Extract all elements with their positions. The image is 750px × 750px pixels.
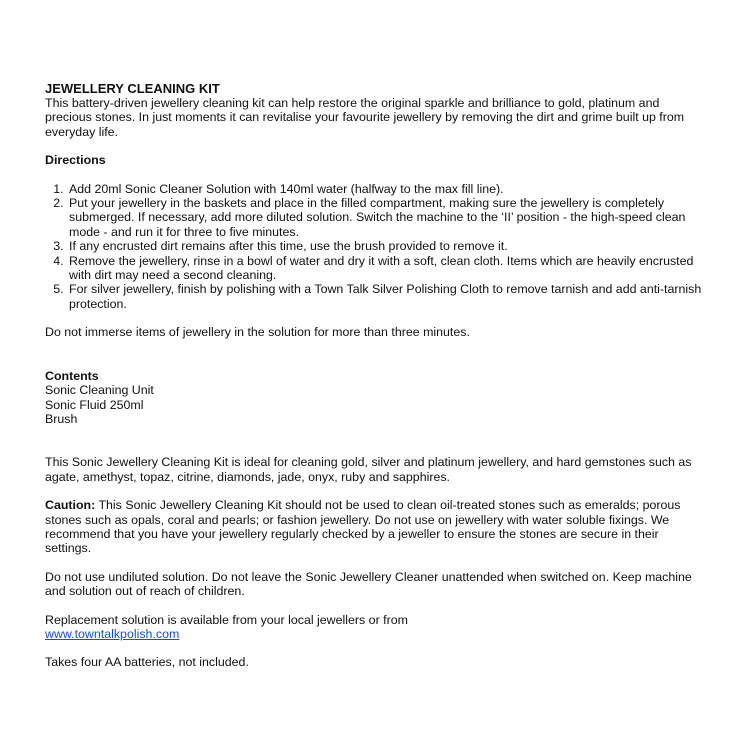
direction-step: 4. Remove the jewellery, rinse in a bowl of water and dry it with a soft, clean cloth. Items which are heavily encrusted with dirt may need a second cleaning. bbox=[67, 254, 705, 283]
contents-heading: Contents bbox=[45, 368, 99, 383]
direction-step: 5. For silver jewellery, finish by polishing with a Town Talk Silver Polishing Cloth to remove tarnish and add anti-tarnish protection. bbox=[67, 282, 705, 311]
direction-step: 3. If any encrusted dirt remains after this time, use the brush provided to remove it. bbox=[67, 239, 705, 253]
document-title: JEWELLERY CLEANING KIT bbox=[45, 81, 220, 96]
caution-paragraph bbox=[45, 498, 705, 556]
direction-step: 1. Add 20ml Sonic Cleaner Solution with 140ml water (halfway to the max fill line). bbox=[67, 182, 705, 196]
replacement-text: Replacement solution is available from your local jewellers or from bbox=[45, 612, 408, 627]
contents-item: Sonic Fluid 250ml bbox=[45, 397, 144, 412]
document-page bbox=[45, 81, 705, 670]
intro-paragraph: This battery-driven jewellery cleaning kit can help restore the original sparkle and brilliance to gold, platinum and precious stones. In just moments it can revitalise your favourite jewellery by removing the dirt and grime built up from everyday life. bbox=[45, 96, 685, 139]
directions-heading: Directions bbox=[45, 153, 106, 168]
immersion-note: Do not immerse items of jewellery in the solution for more than three minutes. bbox=[45, 325, 470, 340]
ideal-paragraph: This Sonic Jewellery Cleaning Kit is ideal for cleaning gold, silver and platinum jewellery, and hard gemstones such as agate, amethyst, topaz, citrine, diamonds, jade, onyx, ruby and sapphires. bbox=[45, 455, 692, 484]
caution-text: This Sonic Jewellery Cleaning Kit should not be used to clean oil-treated stones such as emeralds; porous stones such as opals, coral and pearls; or fashion jewellery. Do not use on jewellery with water soluble fixings. We recommend that you have your jewellery regularly checked by a jeweller to ensure the stones are secure in their settings. bbox=[45, 498, 681, 556]
caution-label: Caution: bbox=[45, 498, 96, 513]
website-link[interactable]: www.towntalkpolish.com bbox=[45, 626, 180, 641]
warning-paragraph: Do not use undiluted solution. Do not leave the Sonic Jewellery Cleaner unattended when switched on. Keep machine and solution out of reach of children. bbox=[45, 569, 692, 599]
contents-list bbox=[45, 383, 705, 426]
contents-item: Sonic Cleaning Unit bbox=[45, 383, 154, 398]
direction-step: 2. Put your jewellery in the baskets and place in the filled compartment, making sure the jewellery is completely submerged. If necessary, add more diluted solution. Switch the machine to the ‘II’ position - the high-speed clean mode - and run it for three to five minutes. bbox=[67, 196, 705, 239]
batteries-note: Takes four AA batteries, not included. bbox=[45, 655, 249, 670]
contents-item: Brush bbox=[45, 411, 78, 426]
directions-list bbox=[45, 182, 705, 312]
